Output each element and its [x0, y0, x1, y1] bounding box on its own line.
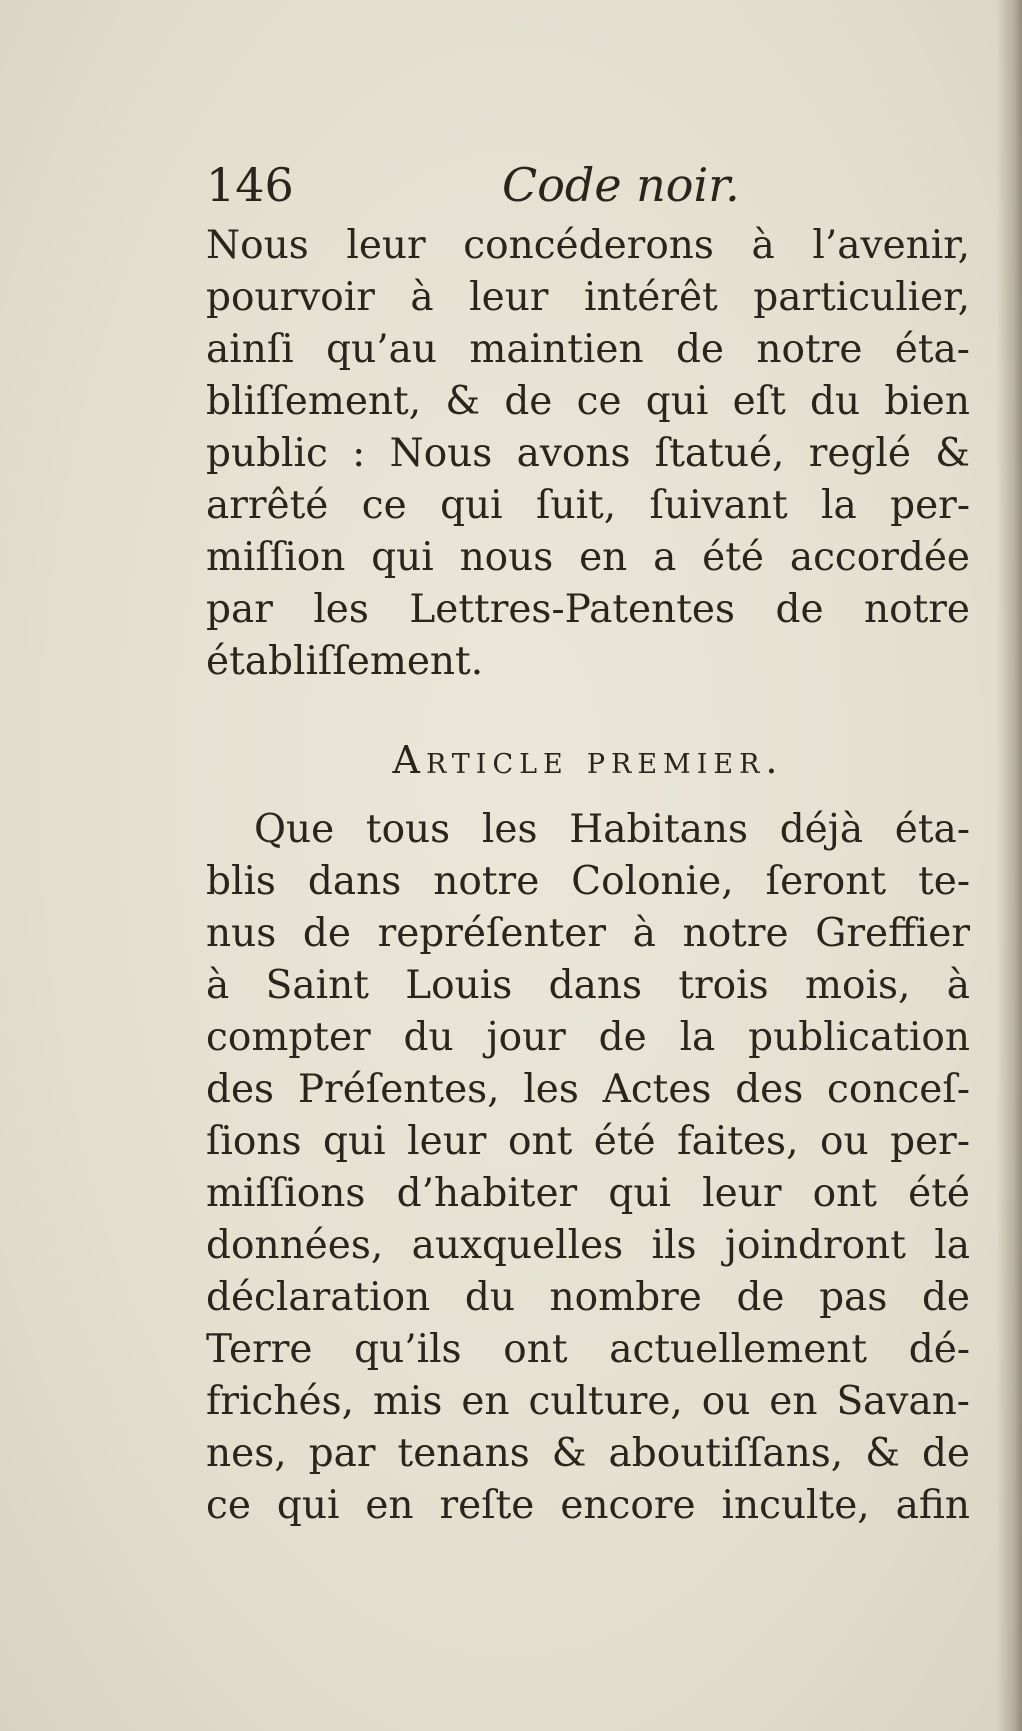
text-line: Nous leur concéderons à l’avenir, [206, 223, 970, 268]
text-line: blis dans notre Colonie, ſeront te- [206, 859, 970, 904]
text-line: Terre qu’ils ont actuellement dé- [206, 1327, 970, 1372]
paragraph-article-1 [206, 804, 970, 1532]
text-line: miſſion qui nous en a été accordée [206, 535, 970, 580]
text-line: bliſſement, & de ce qui eſt du bien [206, 379, 970, 424]
text-line: à Saint Louis dans trois mois, à [206, 963, 970, 1008]
text-line: déclaration du nombre de pas de [206, 1275, 970, 1320]
text-line: des Préſentes, les Actes des conceſ- [206, 1067, 970, 1112]
text-line: public : Nous avons ſtatué, reglé & [206, 431, 970, 476]
page-number: 146 [206, 158, 294, 212]
text-line: nus de repréſenter à notre Greffier [206, 911, 970, 956]
text-line: ſions qui leur ont été faites, ou per- [206, 1119, 970, 1164]
text-line: par les Lettres-Patentes de notre [206, 587, 970, 632]
text-line: miſſions d’habiter qui leur ont été [206, 1171, 970, 1216]
text-line: données, auxquelles ils joindront la [206, 1223, 970, 1268]
running-title: Code noir. [502, 158, 740, 212]
article-heading: Article premier. [392, 738, 784, 782]
text-line: Que tous les Habitans déjà éta- [254, 807, 970, 852]
text-line: arrêté ce qui ſuit, ſuivant la per- [206, 483, 970, 528]
text-line: ainſi qu’au maintien de notre éta- [206, 327, 970, 372]
binding-gutter-shadow [996, 0, 1022, 1731]
page-text-block [206, 150, 970, 1532]
text-line: frichés, mis en culture, ou en Savan- [206, 1379, 970, 1424]
text-line: pourvoir à leur intérêt particulier, [206, 275, 970, 320]
text-line: ce qui en reſte encore inculte, afin [206, 1483, 970, 1528]
text-line: établiſſement. [206, 639, 484, 684]
text-line: compter du jour de la publication [206, 1015, 970, 1060]
paragraph-preamble [206, 220, 970, 688]
running-head [206, 150, 970, 220]
text-line: nes, par tenans & aboutiſſans, & de [206, 1431, 970, 1476]
